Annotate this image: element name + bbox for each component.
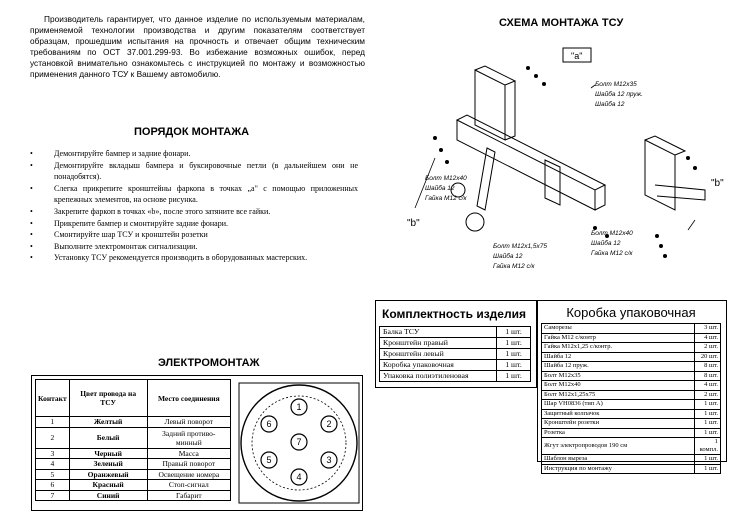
kit-table [379,326,531,382]
bullet-icon: • [30,253,33,263]
table-row: Болт M12x1,25x75 2 шт. [542,390,721,400]
callout-bottom-line: Болт M12x1,5x75 [493,243,547,250]
assembly-steps [28,148,358,264]
table-row: 4 Зеленый Правый поворот [36,459,231,470]
ball-mount [477,148,495,210]
table-row: 2 Белый Задний противо-минный [36,427,231,448]
table-row: 1 Желтый Левый поворот [36,417,231,428]
box-title: Коробка упаковочная [566,305,696,320]
svg-text:7: 7 [296,437,302,447]
box-table [541,323,721,474]
electro-header-color: Цвет провода на ТСУ [69,380,147,417]
table-row: Гайка M12 с/контр 4 шт. [542,333,721,343]
callout-top-line: Болт M12x35 [595,81,637,88]
assembly-step: • Закрепите фаркоп в точках «b», после этого затяните все гайки. [30,206,271,216]
table-row: 7 Синий Габарит [36,490,231,501]
table-row: Защитный колпачок 1 шт. [542,409,721,419]
electro-header-place: Место соединения [147,380,230,417]
assembly-step: • Смонтируйте шар ТСУ и кронштейн розетки [30,230,208,240]
table-row: Балка ТСУ 1 шт. [380,327,531,338]
table-row: Инструкция по монтажу 1 шт. [542,464,721,474]
callout-left-line: Болт M12x40 [425,175,467,182]
table-row: Упаковка полиэтиленовая 1 шт. [380,371,531,382]
tow-ball [466,213,484,231]
bullet-icon: • [30,183,33,193]
table-row: Шар VH0836 (тип А) 1 шт. [542,400,721,410]
table-row: Шаблон выреза 1 шт. [542,455,721,465]
socket-diagram [238,382,360,504]
bullet-icon: • [30,230,33,240]
svg-text:5: 5 [266,455,272,465]
table-row: Коробка упаковочная 1 шт. [380,360,531,371]
bullet-icon: • [30,160,33,170]
callout-left-line: Гайка M12 с/к [425,195,467,202]
electro-header-contact: Контакт [36,380,70,417]
svg-text:3: 3 [326,455,332,465]
assembly-step: • Демонтируйте бампер и задние фонари. [30,149,191,158]
callout-bottom-line: Гайка M12 с/к [493,263,535,270]
callout-top-line: Шайба 12 [595,101,625,108]
intro-paragraph: Производитель гарантирует, что данное изделие по используемым материалам, применяемой технологии производства и другим показателям соответствует образцам, прошедшим испытания на прочность и отвечает общим техническим требованиям по ОСТ 37.001.299-93. Во избежание возможных ошибок, перед установкой внимательно ознакомьтесь с инструкцией по монтажу и возможностью применения данного ТСУ к Вашему автомобилю. [30,14,365,79]
table-row: Жгут электропроводов 190 см 1 компл. [542,438,721,455]
right-bracket [645,140,675,210]
table-row: Шайба 12 20 шт. [542,352,721,362]
kit-title: Комплектность изделия [382,307,526,321]
assembly-step: • Прикрепите бампер и смонтируйте задние фонари. [30,218,228,228]
table-row: Кронштейн розетки 1 шт. [542,419,721,429]
table-row: Кронштейн правый 1 шт. [380,338,531,349]
table-row: 3 Черный Масса [36,448,231,459]
callout-bottom-line: Шайба 12 [493,253,523,260]
assembly-step: • Выполните электромонтаж сигнализации. [30,241,198,251]
left-bracket [475,70,505,140]
table-row: Гайка M12x1,25 с/контр. 2 шт. [542,343,721,353]
svg-text:6: 6 [266,419,272,429]
callout-top-line: Шайба 12 пруж. [595,91,643,98]
table-row: Шайба 12 пруж. 8 шт. [542,362,721,372]
callout-left-line: Шайба 12 [425,185,455,192]
assembly-step: • Демонтируйте вкладыш бампера и буксировочные петли (в дальнейшем они не понадобятся). [30,160,358,182]
scheme-title: СХЕМА МОНТАЖА ТСУ [499,17,624,29]
svg-text:2: 2 [326,419,332,429]
label-b-right: "b" [711,178,724,189]
callout-right-line: Шайба 12 [591,240,621,247]
table-row: Розетка 1 шт. [542,428,721,438]
table-row: Болт M12x40 4 шт. [542,381,721,391]
table-row: Саморезы 3 шт. [542,324,721,334]
svg-text:4: 4 [296,472,302,482]
callout-right-line: Болт M12x40 [591,230,633,237]
table-row: Болт M12x35 8 шт. [542,371,721,381]
assembly-step: • Слегка прикрепите кронштейны фаркопа в точках „а" с помощью приложенных крепежных элементов, на основе рисунка. [30,183,358,205]
bullet-icon: • [30,218,33,228]
table-row: Кронштейн левый 1 шт. [380,349,531,360]
assembly-title: ПОРЯДОК МОНТАЖА [134,126,250,138]
label-a: "a" [571,51,583,61]
beam [457,115,605,190]
electro-title: ЭЛЕКТРОМОНТАЖ [158,357,260,369]
bullet-icon: • [30,206,33,216]
installation-drawing [395,40,740,280]
bullet-icon: • [30,149,33,158]
electro-table [35,379,231,501]
assembly-step: • Установку ТСУ рекомендуется производить в оборудованных мастерских. [30,253,308,263]
table-row: 6 Красный Стоп-сигнал [36,480,231,491]
bullet-icon: • [30,241,33,251]
label-b-left: "b" [407,218,420,229]
callout-right-line: Гайка M12 с/к [591,250,633,257]
table-row: 5 Оранжевый Освещение номера [36,469,231,480]
svg-text:1: 1 [296,402,302,412]
